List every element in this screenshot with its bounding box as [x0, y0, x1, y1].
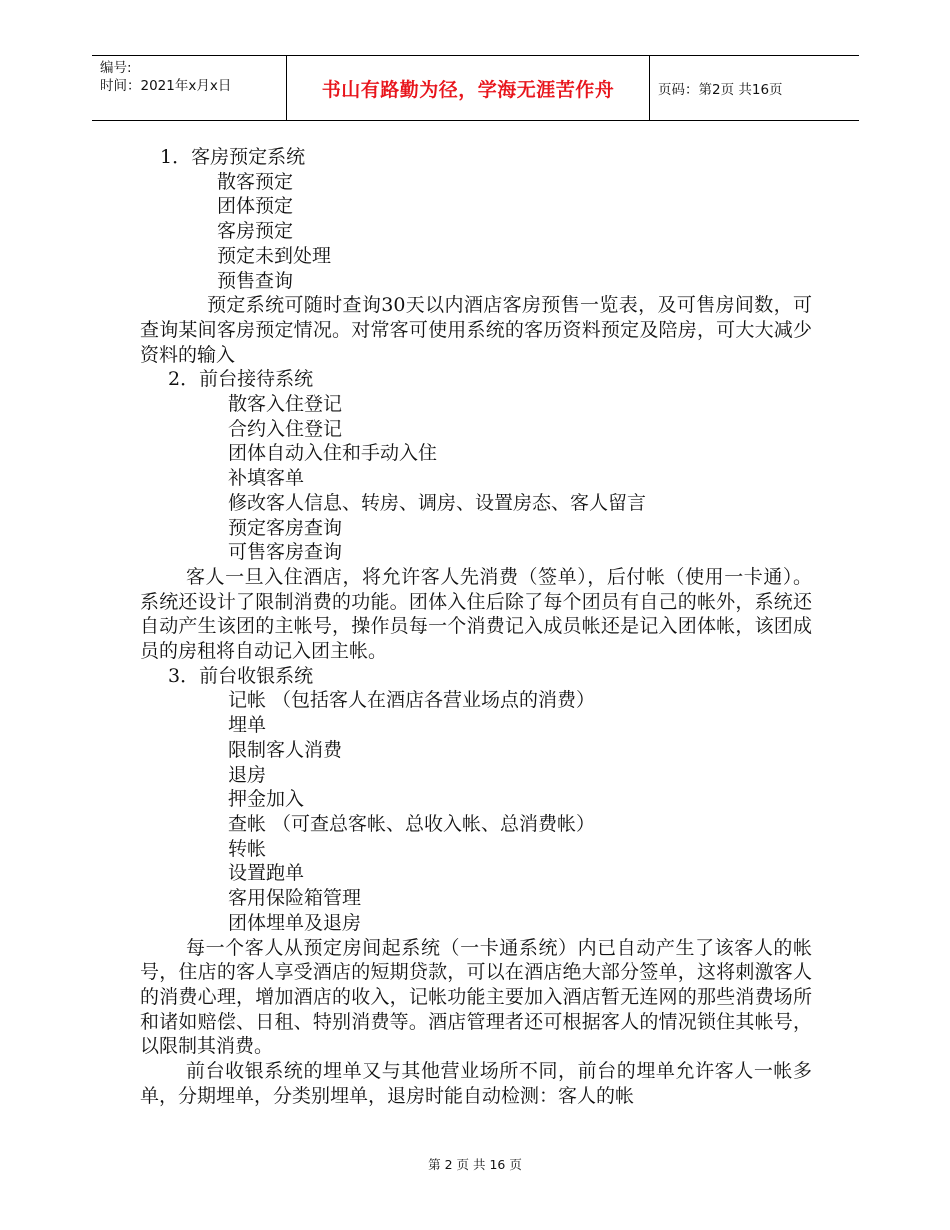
- body-paragraph: 每一个客人从预定房间起系统（一卡通系统）内已自动产生了该客人的帐号，住店的客人享受酒店的短期贷款，可以在酒店绝大部分签单，这将刺激客人的消费心理，增加酒店的收入，记帐功能主要加入酒店暂无连网的那些消费场所和诸如赔偿、日租、特别消费等。酒店管理者还可根据客人的情况锁住其帐号，以限制其消费。: [140, 936, 812, 1058]
- header-meta: [100, 59, 231, 95]
- document-date: 时间：2021年x月x日: [100, 78, 232, 94]
- list-item: 合约入住登记: [228, 417, 343, 440]
- section-heading-reservation: 1．客房预定系统: [160, 146, 306, 168]
- list-item: 可售客房查询: [228, 541, 343, 564]
- list-item: 散客预定: [217, 170, 294, 193]
- list-item: 补填客单: [228, 467, 305, 490]
- list-item: 退房: [228, 763, 267, 786]
- list-item: 预定未到处理: [217, 244, 332, 267]
- body-paragraph: 预定系统可随时查询30天以内酒店客房预售一览表，及可售房间数，可查询某间客房预定情况。对常客可使用系统的客历资料预定及陪房，可大大减少资料的输入: [140, 294, 812, 366]
- list-item: 客房预定: [217, 220, 294, 243]
- list-item: 预售查询: [217, 269, 294, 292]
- page-header: [92, 55, 859, 121]
- body-paragraph: 前台收银系统的埋单又与其他营业场所不同，前台的埋单允许客人一帐多单，分期埋单，分类别埋单，退房时能自动检测：客人的帐: [140, 1060, 812, 1107]
- list-item: 转帐: [228, 837, 267, 860]
- list-item: 记帐 （包括客人在酒店各营业场点的消费）: [228, 689, 596, 712]
- list-item: 埋单: [228, 714, 267, 737]
- list-item: 团体埋单及退房: [228, 911, 362, 934]
- list-item: 团体预定: [217, 195, 294, 218]
- list-item: 限制客人消费: [228, 738, 343, 761]
- header-motto: 书山有路勤为径，学海无涯苦作舟: [286, 56, 650, 120]
- list-item: 修改客人信息、转房、调房、设置房态、客人留言: [228, 491, 647, 514]
- document-body: [140, 145, 812, 1108]
- list-item: 团体自动入住和手动入住: [228, 442, 438, 465]
- body-paragraph: 客人一旦入住酒店，将允许客人先消费（签单），后付帐（使用一卡通）。系统还设计了限制消费的功能。团体入住后除了每个团员有自己的帐外，系统还自动产生该团的主帐号，操作员每一个消费记入成员帐还是记入团体帐，该团成员的房租将自动记入团主帐。: [140, 565, 812, 663]
- document-number-label: 编号:: [100, 60, 132, 76]
- list-item: 客用保险箱管理: [228, 887, 362, 910]
- list-item: 查帐 （可查总客帐、总收入帐、总消费帐）: [228, 812, 596, 835]
- section-heading-cashier: 3．前台收银系统: [168, 664, 314, 687]
- list-item: 预定客房查询: [228, 516, 343, 539]
- list-item: 散客入住登记: [228, 393, 343, 416]
- list-item: 设置跑单: [228, 862, 305, 885]
- header-page-info: 页码：第2页 共16页: [658, 82, 783, 98]
- section-heading-front-desk: 2．前台接待系统: [168, 368, 314, 391]
- page-footer: 第 2 页 共 16 页: [428, 1157, 522, 1172]
- list-item: 押金加入: [228, 788, 305, 811]
